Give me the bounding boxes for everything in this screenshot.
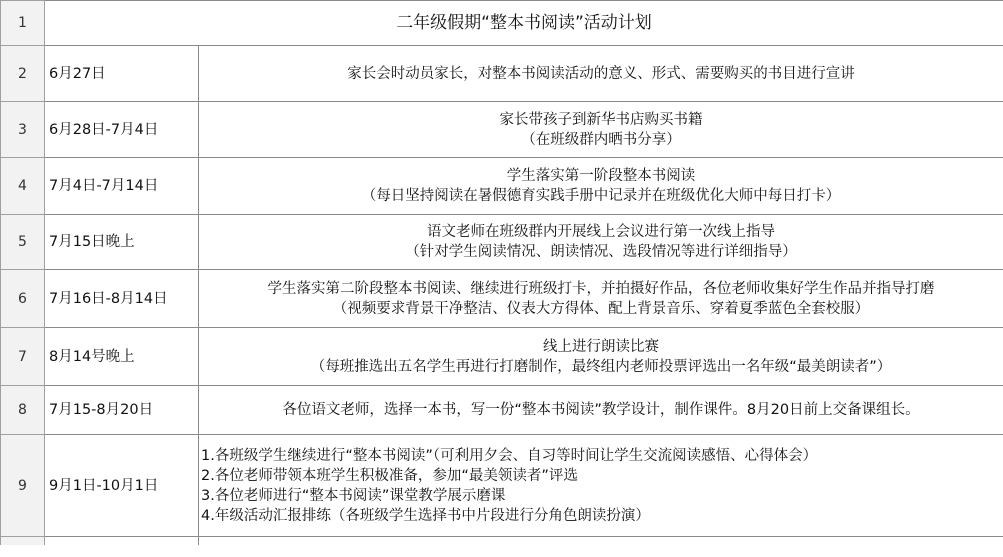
date-cell[interactable]: 7月15日晚上 [45, 215, 199, 270]
table-row [1, 102, 1003, 158]
content-cell[interactable] [199, 158, 1003, 215]
content-line: 3.各位老师进行“整本书阅读”课堂教学展示磨课 [201, 487, 506, 504]
row-header[interactable]: 8 [1, 386, 45, 435]
table-title[interactable]: 二年级假期“整本书阅读”活动计划 [45, 1, 1003, 46]
content-cell[interactable] [199, 435, 1003, 537]
content-line: （每日坚持阅读在暑假德育实践手册中记录并在班级优化大师中每日打卡） [361, 188, 841, 204]
content-line: 2.各位老师带领本班学生积极准备，参加“最美领读者”评选 [201, 467, 578, 484]
row-header[interactable]: 3 [1, 102, 45, 158]
table-row [1, 328, 1003, 386]
content-line: （视频要求背景干净整洁、仪表大方得体、配上背景音乐、穿着夏季蓝色全套校服） [332, 300, 870, 317]
date-cell[interactable]: 6月27日 [45, 46, 199, 102]
content-cell[interactable] [199, 270, 1003, 328]
table-row [1, 158, 1003, 215]
content-line: 家长会时动员家长，对整本书阅读活动的意义、形式、需要购买的书目进行宣讲 [347, 65, 855, 82]
date-cell[interactable]: 7月4日-7月14日 [45, 158, 199, 215]
row-header[interactable]: 5 [1, 215, 45, 270]
row-header-1[interactable]: 1 [1, 1, 45, 46]
content-cell[interactable] [199, 46, 1003, 102]
row-header[interactable]: 7 [1, 328, 45, 386]
title-row [1, 1, 1003, 46]
row-header-partial[interactable] [1, 537, 45, 546]
partial-row [1, 537, 1003, 546]
content-cell[interactable] [199, 102, 1003, 158]
table-row [1, 435, 1003, 537]
content-line: 家长带孩子到新华书店购买书籍 [499, 111, 703, 128]
content-line: （针对学生阅读情况、朗读情况、选段情况等进行详细指导） [405, 244, 797, 260]
date-cell[interactable]: 9月1日-10月1日 [45, 435, 199, 537]
row-header[interactable]: 9 [1, 435, 45, 537]
content-cell[interactable] [199, 386, 1003, 435]
empty-cell[interactable] [199, 537, 1003, 546]
content-line: 各位语文老师，选择一本书，写一份“整本书阅读”教学设计，制作课件。8月20日前上交备课组长。 [282, 402, 920, 418]
content-line: 4.年级活动汇报排练（各班级学生选择书中片段进行分角色朗读扮演） [201, 507, 650, 524]
table-row [1, 386, 1003, 435]
date-cell[interactable]: 7月15-8月20日 [45, 386, 199, 435]
empty-cell[interactable] [45, 537, 199, 546]
content-line: 1.各班级学生继续进行“整本书阅读”（可利用夕会、自习等时间让学生交流阅读感悟、心得体会） [201, 447, 818, 464]
date-cell[interactable]: 8月14号晚上 [45, 328, 199, 386]
content-cell[interactable] [199, 328, 1003, 386]
content-line: （在班级群内晒书分享） [521, 131, 681, 148]
date-cell[interactable]: 6月28日-7月4日 [45, 102, 199, 158]
row-header[interactable]: 6 [1, 270, 45, 328]
table-row [1, 215, 1003, 270]
table-row [1, 270, 1003, 328]
content-cell[interactable] [199, 215, 1003, 270]
row-header[interactable]: 2 [1, 46, 45, 102]
row-header[interactable]: 4 [1, 158, 45, 215]
date-cell[interactable]: 7月16日-8月14日 [45, 270, 199, 328]
table-row [1, 46, 1003, 102]
content-line: 线上进行朗读比赛 [543, 338, 659, 355]
content-line: （每班推选出五名学生再进行打磨制作，最终组内老师投票评选出一名年级“最美朗读者”） [310, 358, 892, 375]
content-line: 语文老师在班级群内开展线上会议进行第一次线上指导 [427, 224, 775, 240]
content-line: 学生落实第二阶段整本书阅读、继续进行班级打卡，并拍摄好作品，各位老师收集好学生作品并指导打磨 [267, 280, 935, 297]
content-line: 学生落实第一阶段整本书阅读 [506, 168, 696, 184]
